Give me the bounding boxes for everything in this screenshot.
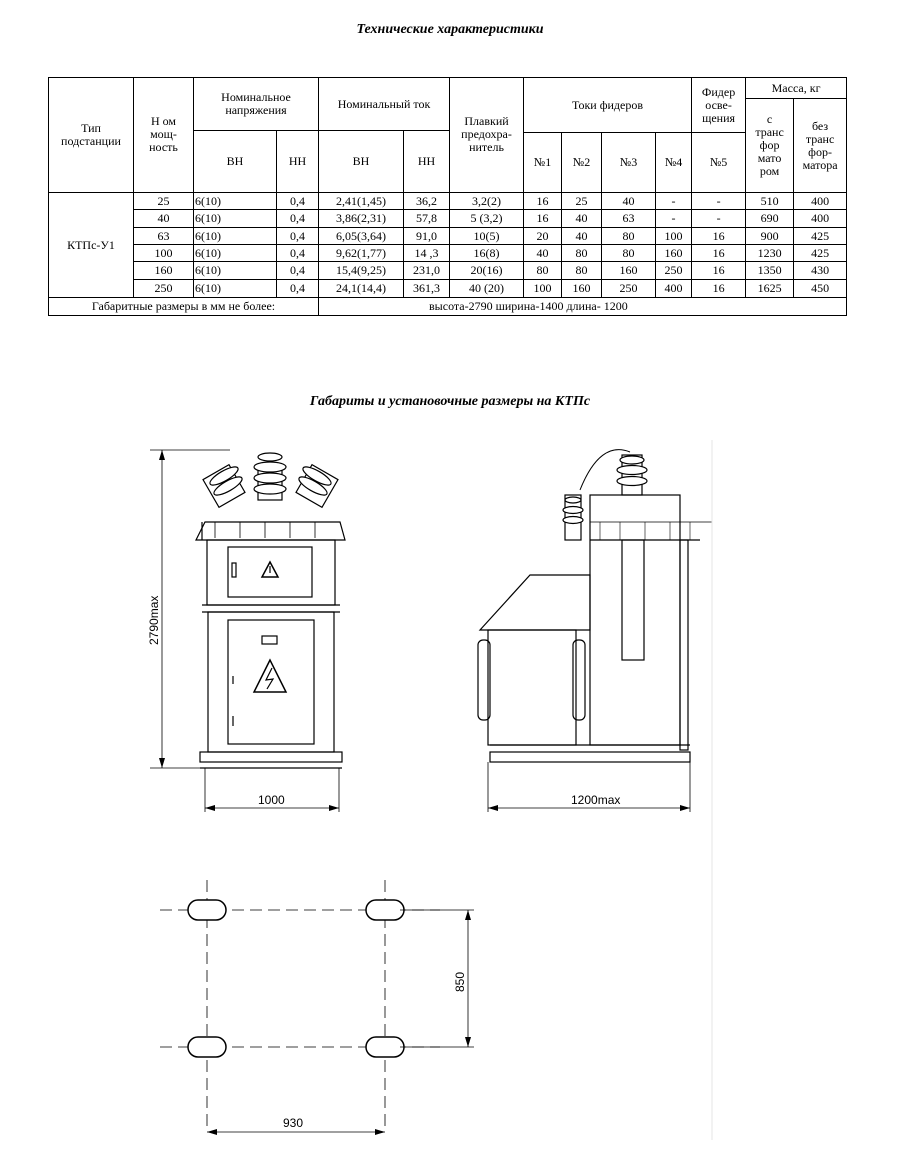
header-nn: НН: [277, 131, 319, 193]
cell: 3,2(2): [450, 192, 524, 209]
cell: 25: [562, 192, 602, 209]
header-f3: №3: [602, 133, 656, 193]
cell: 40: [562, 227, 602, 244]
header-mass: Масса, кг: [746, 78, 847, 99]
cell: 6(10): [194, 192, 277, 209]
cell: 5 (3,2): [450, 209, 524, 227]
cell: 16: [524, 192, 562, 209]
cell: 6(10): [194, 244, 277, 261]
cell: 40 (20): [450, 279, 524, 297]
cell: -: [656, 209, 692, 227]
header-f5: №5: [692, 133, 746, 193]
cell: 80: [602, 227, 656, 244]
cell: 0,4: [277, 261, 319, 279]
header-voltage: Номинальное напряжения: [194, 78, 319, 131]
header-current: Номинальный ток: [319, 78, 450, 131]
cell: 1230: [746, 244, 794, 261]
cell: 250: [134, 279, 194, 297]
header-f2: №2: [562, 133, 602, 193]
cell: 430: [794, 261, 847, 279]
header-fuse: Плавкий предохра- нитель: [450, 78, 524, 193]
cell: 80: [524, 261, 562, 279]
type-name-cell: КТПс-У1: [49, 192, 134, 297]
dim-mount-width: 930: [283, 1116, 304, 1130]
cell: 0,4: [277, 279, 319, 297]
cell: 16: [692, 244, 746, 261]
cell: 20: [524, 227, 562, 244]
cell: 25: [134, 192, 194, 209]
header-mass-without: без транс фор- матора: [794, 99, 847, 193]
cell: 0,4: [277, 209, 319, 227]
cell: 6,05(3,64): [319, 227, 404, 244]
cell: 400: [794, 192, 847, 209]
cell: 80: [562, 244, 602, 261]
cell: -: [692, 209, 746, 227]
cell: 80: [562, 261, 602, 279]
cell: 100: [524, 279, 562, 297]
cell: 63: [134, 227, 194, 244]
page-title: Технические характеристики: [356, 22, 544, 37]
cell: 16: [692, 261, 746, 279]
cell: 425: [794, 227, 847, 244]
footer-label: Габаритные размеры в мм не более:: [49, 297, 319, 315]
cell: 16: [524, 209, 562, 227]
cell: 6(10): [194, 209, 277, 227]
cell: 6(10): [194, 279, 277, 297]
cell: 10(5): [450, 227, 524, 244]
header-lighting-feeder: Фидер осве- щения: [692, 78, 746, 133]
cell: 425: [794, 244, 847, 261]
dim-width-front: 1000: [258, 793, 285, 807]
cell: 0,4: [277, 227, 319, 244]
cell: 690: [746, 209, 794, 227]
cell: 16(8): [450, 244, 524, 261]
cell: 160: [656, 244, 692, 261]
header-f1: №1: [524, 133, 562, 193]
cell: 9,62(1,77): [319, 244, 404, 261]
cell: 16: [692, 279, 746, 297]
dim-height: 2790max: [147, 595, 161, 645]
insulator-icon: [203, 453, 338, 507]
cell: 510: [746, 192, 794, 209]
cell: 24,1(14,4): [319, 279, 404, 297]
cell: 63: [602, 209, 656, 227]
cell: 80: [602, 244, 656, 261]
cell: 40: [134, 209, 194, 227]
cell: 900: [746, 227, 794, 244]
header-type: Тип подстанции: [49, 78, 134, 193]
cell: 1625: [746, 279, 794, 297]
header-power: Н ом мощ- ность: [134, 78, 194, 193]
cell: 100: [134, 244, 194, 261]
header-f4: №4: [656, 133, 692, 193]
cell: 36,2: [404, 192, 450, 209]
cell: 0,4: [277, 192, 319, 209]
side-view: [478, 440, 712, 1140]
cell: 450: [794, 279, 847, 297]
dim-length-side: 1200max: [571, 793, 621, 807]
cell: 14 ,3: [404, 244, 450, 261]
cell: 16: [692, 227, 746, 244]
cell: 160: [602, 261, 656, 279]
front-view: [150, 450, 345, 812]
cell: 250: [602, 279, 656, 297]
cell: 1350: [746, 261, 794, 279]
header-vn: ВН: [194, 131, 277, 193]
cell: 231,0: [404, 261, 450, 279]
dim-mount-depth: 850: [453, 971, 467, 992]
header-cur-nn: НН: [404, 131, 450, 193]
cell: 250: [656, 261, 692, 279]
cell: 2,41(1,45): [319, 192, 404, 209]
cell: 160: [562, 279, 602, 297]
footer-value: высота-2790 ширина-1400 длина- 1200: [319, 297, 847, 315]
cell: 40: [602, 192, 656, 209]
header-cur-vn: ВН: [319, 131, 404, 193]
cell: 160: [134, 261, 194, 279]
cell: 3,86(2,31): [319, 209, 404, 227]
header-mass-with: с транс фор мато ром: [746, 99, 794, 193]
cell: 15,4(9,25): [319, 261, 404, 279]
cell: -: [656, 192, 692, 209]
cell: 20(16): [450, 261, 524, 279]
cell: 400: [656, 279, 692, 297]
cell: 91,0: [404, 227, 450, 244]
cell: 6(10): [194, 261, 277, 279]
cell: 57,8: [404, 209, 450, 227]
cell: 100: [656, 227, 692, 244]
cell: 40: [524, 244, 562, 261]
cell: 361,3: [404, 279, 450, 297]
header-feeders: Токи фидеров: [524, 78, 692, 133]
cell: 0,4: [277, 244, 319, 261]
cell: -: [692, 192, 746, 209]
drawing-title: Габариты и установочные размеры на КТПс: [309, 394, 591, 409]
cell: 400: [794, 209, 847, 227]
cell: 6(10): [194, 227, 277, 244]
mounting-plan: [160, 880, 474, 1135]
cell: 40: [562, 209, 602, 227]
